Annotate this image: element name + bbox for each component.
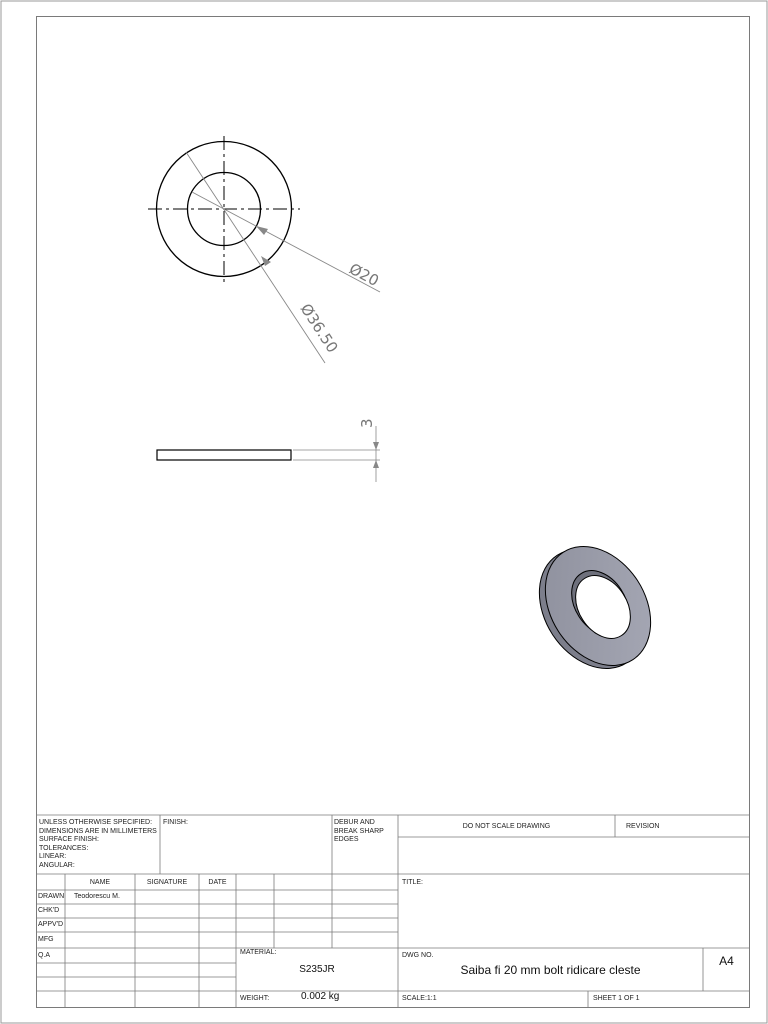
thickness-arrow-top bbox=[373, 442, 379, 450]
column-header-name: NAME bbox=[89, 879, 111, 886]
dwg-no-label: DWG NO. bbox=[402, 952, 434, 959]
general-notes: UNLESS OTHERWISE SPECIFIED: DIMENSIONS ARE IN MILLIMETERS SURFACE FINISH: TOLERANCES: LINEAR: ANGULAR: bbox=[39, 819, 157, 869]
row-role-mfg: MFG bbox=[38, 936, 54, 943]
do-not-scale-note: DO NOT SCALE DRAWING bbox=[462, 823, 551, 830]
weight-label: WEIGHT: bbox=[240, 995, 270, 1002]
side-view bbox=[157, 418, 380, 482]
dwg-no-value: Saiba fi 20 mm bolt ridicare cleste bbox=[460, 963, 641, 977]
row-role-checked: CHK'D bbox=[38, 907, 60, 914]
material-value: S235JR bbox=[299, 964, 335, 975]
row-name-drawn: Teodorescu M. bbox=[74, 893, 120, 900]
sheet-size: A4 bbox=[719, 954, 734, 968]
isometric-view bbox=[518, 527, 673, 689]
front-view bbox=[148, 136, 382, 363]
thickness-arrow-bottom bbox=[373, 460, 379, 468]
column-header-signature: SIGNATURE bbox=[146, 879, 188, 886]
row-role-drawn: DRAWN bbox=[38, 893, 65, 900]
debur-note: DEBUR AND BREAK SHARP EDGES bbox=[334, 819, 384, 843]
scale-label: SCALE:1:1 bbox=[402, 995, 437, 1002]
weight-value: 0.002 kg bbox=[301, 991, 340, 1002]
finish-label: FINISH: bbox=[163, 819, 188, 826]
row-role-approved: APPV'D bbox=[38, 921, 64, 928]
sheet-number: SHEET 1 OF 1 bbox=[593, 995, 640, 1002]
revision-label: REVISION bbox=[626, 823, 660, 830]
outer-diameter-dimension bbox=[186, 152, 342, 363]
column-header-date: DATE bbox=[208, 879, 227, 886]
inner-arrow-head bbox=[256, 226, 268, 235]
washer-profile bbox=[157, 450, 291, 460]
inner-diameter-label: Ø20 bbox=[346, 259, 382, 291]
material-label: MATERIAL: bbox=[240, 949, 277, 956]
outer-diameter-label: Ø36.50 bbox=[296, 300, 342, 357]
thickness-label: 3 bbox=[358, 418, 376, 428]
title-label: TITLE: bbox=[402, 879, 424, 886]
row-role-qa: Q.A bbox=[38, 952, 51, 959]
outer-diameter-leader bbox=[186, 152, 325, 363]
